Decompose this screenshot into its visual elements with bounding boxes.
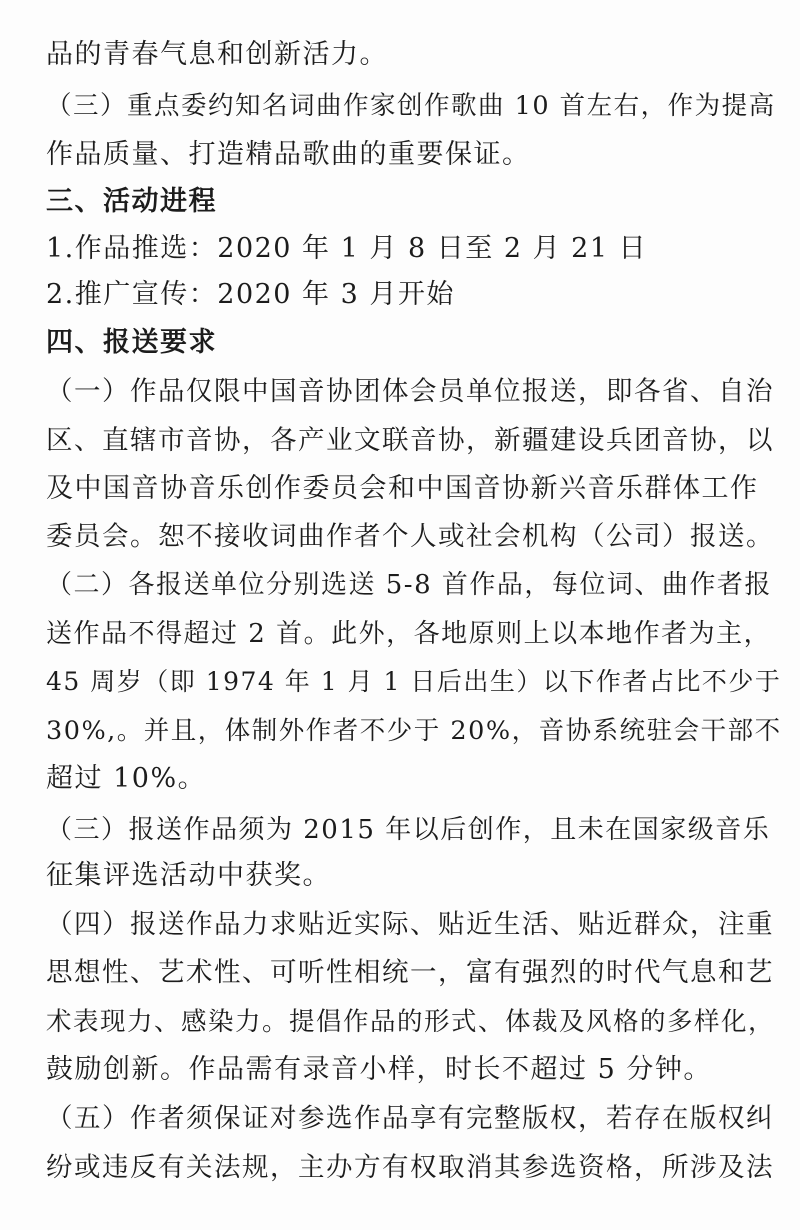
body-line: 2.推广宣传：2020 年 3 月开始 — [46, 279, 455, 310]
body-line: 45 周岁（即 1974 年 1 月 1 日后出生）以下作者占比不少于 — [46, 667, 782, 696]
section-heading-requirements: 四、报送要求 — [46, 327, 217, 358]
body-line: 委员会。恕不接收词曲作者个人或社会机构（公司）报送。 — [46, 521, 774, 552]
body-line: 1.作品推选：2020 年 1 月 8 日至 2 月 21 日 — [46, 233, 648, 264]
body-line: 征集评选活动中获奖。 — [46, 860, 331, 891]
body-line: 作品质量、打造精品歌曲的重要保证。 — [46, 139, 531, 170]
body-line: 鼓励创新。作品需有录音小样，时长不超过 5 分钟。 — [46, 1054, 712, 1085]
body-line: 区、直辖市音协，各产业文联音协，新疆建设兵团音协，以 — [46, 425, 774, 456]
body-line: 30%,。并且，体制外作者不少于 20%，音协系统驻会干部不 — [46, 716, 782, 746]
body-line: 送作品不得超过 2 首。此外，各地原则上以本地作者为主， — [46, 619, 772, 649]
body-line: 纷或违反有关法规，主办方有权取消其参选资格，所涉及法 — [46, 1152, 774, 1183]
body-line: （三）重点委约知名词曲作家创作歌曲 10 首左右，作为提高 — [46, 91, 776, 121]
body-line: 术表现力、感染力。提倡作品的形式、体裁及风格的多样化， — [46, 1007, 776, 1037]
body-line: （二）各报送单位分别选送 5-8 首作品，每位词、曲作者报 — [46, 570, 772, 600]
body-line: 思想性、艺术性、可听性相统一，富有强烈的时代气息和艺 — [46, 957, 774, 988]
body-line: （三）报送作品须为 2015 年以后创作，且未在国家级音乐 — [46, 815, 771, 845]
body-line: （一）作品仅限中国音协团体会员单位报送，即各省、自治 — [46, 376, 774, 407]
body-line: 品的青春气息和创新活力。 — [46, 39, 388, 70]
body-line: （四）报送作品力求贴近实际、贴近生活、贴近群众，注重 — [46, 909, 774, 940]
section-heading-schedule: 三、活动进程 — [46, 186, 217, 217]
body-line: 超过 10%。 — [46, 763, 207, 794]
body-line: 及中国音协音乐创作委员会和中国音协新兴音乐群体工作 — [46, 473, 759, 504]
body-line: （五）作者须保证对参选作品享有完整版权，若存在版权纠 — [46, 1103, 774, 1134]
